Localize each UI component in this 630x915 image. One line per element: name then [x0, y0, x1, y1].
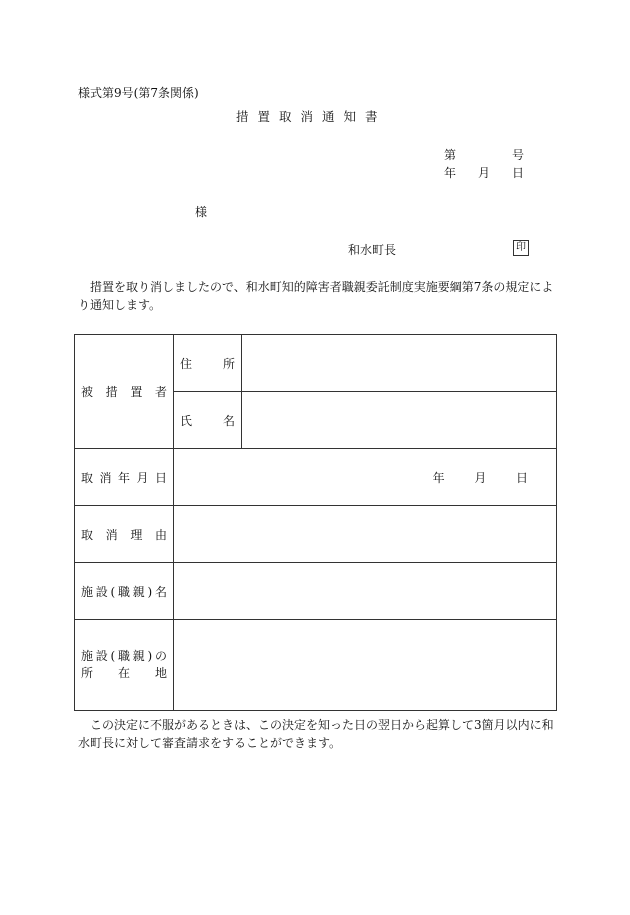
name-value-cell[interactable] — [242, 392, 557, 449]
issue-date-year: 年 — [444, 166, 457, 180]
number-unit: 号 — [512, 148, 525, 162]
addressee-suffix: 様 — [195, 205, 208, 219]
appeal-notice-paragraph: この決定に不服があるときは、この決定を知った日の翌日から起算して3箇月以内に和水町長に対して審査請求をすることができます。 — [78, 718, 554, 750]
seal-stamp: 印 — [513, 240, 529, 256]
facility-name-cell[interactable] — [174, 563, 557, 620]
name-label: 氏名 — [174, 392, 242, 449]
address-value-cell[interactable] — [242, 335, 557, 392]
number-label: 第 — [444, 148, 457, 162]
cancel-date-day: 日 — [515, 470, 528, 485]
facility-location-label-line2: 所在地 — [81, 666, 167, 680]
facility-location-label-line1: 施設(職親)の — [81, 649, 167, 663]
issuer-name: 和水町長 — [348, 243, 397, 257]
cancel-date-month: 月 — [474, 470, 487, 485]
document-title: 措置取消通知書 — [236, 109, 387, 124]
cancel-reason-cell[interactable] — [174, 506, 557, 563]
cancel-date-year: 年 — [432, 470, 445, 485]
form-number: 様式第9号(第7条関係) — [78, 86, 199, 100]
facility-location-cell[interactable] — [174, 620, 557, 711]
facility-name-label: 施設(職親)名 — [75, 563, 174, 620]
facility-location-label — [75, 620, 174, 711]
notice-table — [74, 334, 557, 711]
cancel-date-cell[interactable] — [174, 449, 557, 506]
issue-date-month: 月 — [478, 166, 491, 180]
cancel-reason-label: 取消理由 — [75, 506, 174, 563]
cancel-date-label: 取消年月日 — [75, 449, 174, 506]
address-label: 住所 — [174, 335, 242, 392]
person-label: 被措置者 — [75, 335, 174, 449]
issue-date-day: 日 — [512, 166, 525, 180]
intro-paragraph: 措置を取り消しましたので、和水町知的障害者職親委託制度実施要綱第7条の規定により通知します。 — [78, 280, 554, 312]
